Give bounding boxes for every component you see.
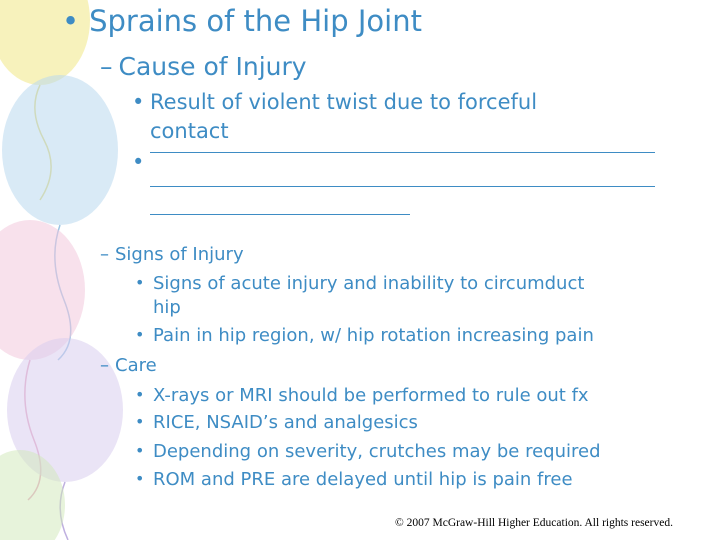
bullet: • — [135, 441, 145, 460]
title-text: Sprains of the Hip Joint — [89, 4, 422, 38]
item-text: Result of violent twist due to forceful — [150, 90, 538, 114]
item-text: ROM and PRE are delayed until hip is pain free — [153, 469, 573, 490]
item-text: contact — [150, 119, 229, 143]
bullet: • — [135, 273, 145, 292]
item-text: X-rays or MRI should be performed to rule out fx — [153, 385, 589, 406]
fill-in-blank-line — [150, 152, 655, 153]
section-heading-signs — [100, 244, 244, 265]
heading-text: Care — [115, 355, 157, 376]
dash: – — [100, 52, 113, 81]
bullet: • — [135, 469, 145, 488]
item-text: RICE, NSAID’s and analgesics — [153, 412, 418, 433]
item-text: hip — [153, 297, 181, 318]
item-text: Depending on severity, crutches may be required — [153, 441, 601, 462]
heading-text: Cause of Injury — [118, 52, 307, 81]
bullet: • — [135, 412, 145, 431]
item-text: Pain in hip region, w/ hip rotation increasing pain — [153, 325, 594, 346]
section-heading-cause — [100, 52, 307, 81]
section-heading-care — [100, 355, 157, 376]
dash: – — [100, 355, 109, 376]
fill-in-blank-line — [150, 214, 410, 215]
bullet: • — [62, 4, 80, 38]
bullet: • — [135, 325, 145, 344]
heading-text: Signs of Injury — [115, 244, 244, 265]
item-text: Signs of acute injury and inability to circumduct — [153, 273, 585, 294]
copyright-footer: © 2007 McGraw-Hill Higher Education. All rights reserved. — [395, 517, 673, 529]
dash: – — [100, 244, 109, 265]
bullet: • — [135, 385, 145, 404]
slide-title — [62, 4, 422, 38]
bullet: • — [132, 150, 145, 174]
fill-in-blank-line — [150, 186, 655, 187]
bullet: • — [132, 90, 145, 114]
